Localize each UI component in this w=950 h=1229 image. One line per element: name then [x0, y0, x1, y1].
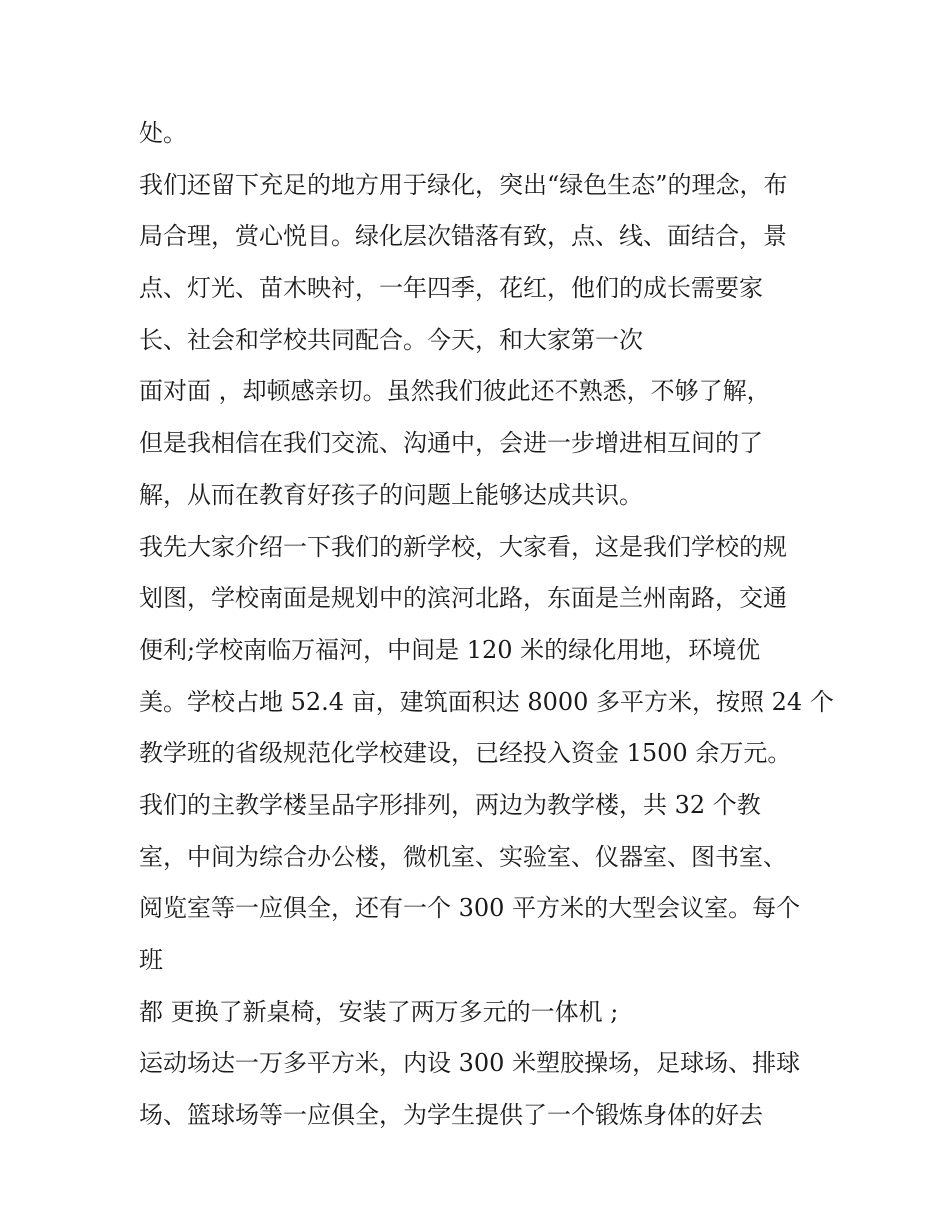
- text-line: 局合理，赏心悦目。绿化层次错落有致，点、线、面结合，景: [139, 222, 787, 251]
- text-line: 我先大家介绍一下我们的新学校，大家看，这是我们学校的规: [139, 532, 787, 561]
- text-line: 阅览室等一应俱全，还有一个 300 平方米的大型会议室。每个: [139, 894, 801, 923]
- text-line: 面对面 ，却顿感亲切。虽然我们彼此还不熟悉，不够了解，: [139, 377, 771, 406]
- text-line: 我们还留下充足的地方用于绿化，突出“绿色生态”的理念，布: [139, 170, 788, 199]
- text-line: 但是我相信在我们交流、沟通中，会进一步增进相互间的了: [139, 429, 763, 458]
- text-line: 便利;学校南临万福河，中间是 120 米的绿化用地，环境优: [139, 635, 761, 664]
- document-body: [139, 108, 834, 1142]
- text-line: 长、社会和学校共同配合。今天，和大家第一次: [139, 325, 643, 354]
- text-line: 我们的主教学楼呈品字形排列，两边为教学楼，共 32 个教: [139, 790, 761, 819]
- text-line: 都 更换了新桌椅，安装了两万多元的一体机 ;: [139, 997, 619, 1026]
- text-line: 点、灯光、苗木映衬，一年四季，花红，他们的成长需要家: [139, 274, 763, 303]
- text-line: 美。学校占地 52.4 亩，建筑面积达 8000 多平方米，按照 24 个: [139, 687, 834, 716]
- text-line: 教学班的省级规范化学校建设，已经投入资金 1500 余万元。: [139, 739, 792, 768]
- text-line: 处。: [139, 119, 187, 147]
- text-line: 场、篮球场等一应俱全，为学生提供了一个锻炼身体的好去: [139, 1101, 763, 1130]
- text-line: 室，中间为综合办公楼，微机室、实验室、仪器室、图书室、: [139, 842, 787, 871]
- text-line: 运动场达一万多平方米，内设 300 米塑胶操场，足球场、排球: [139, 1049, 801, 1078]
- text-line: 解，从而在教育好孩子的问题上能够达成共识。: [139, 480, 643, 509]
- text-line: 划图，学校南面是规划中的滨河北路，东面是兰州南路，交通: [139, 584, 787, 613]
- text-line: 班: [139, 946, 163, 974]
